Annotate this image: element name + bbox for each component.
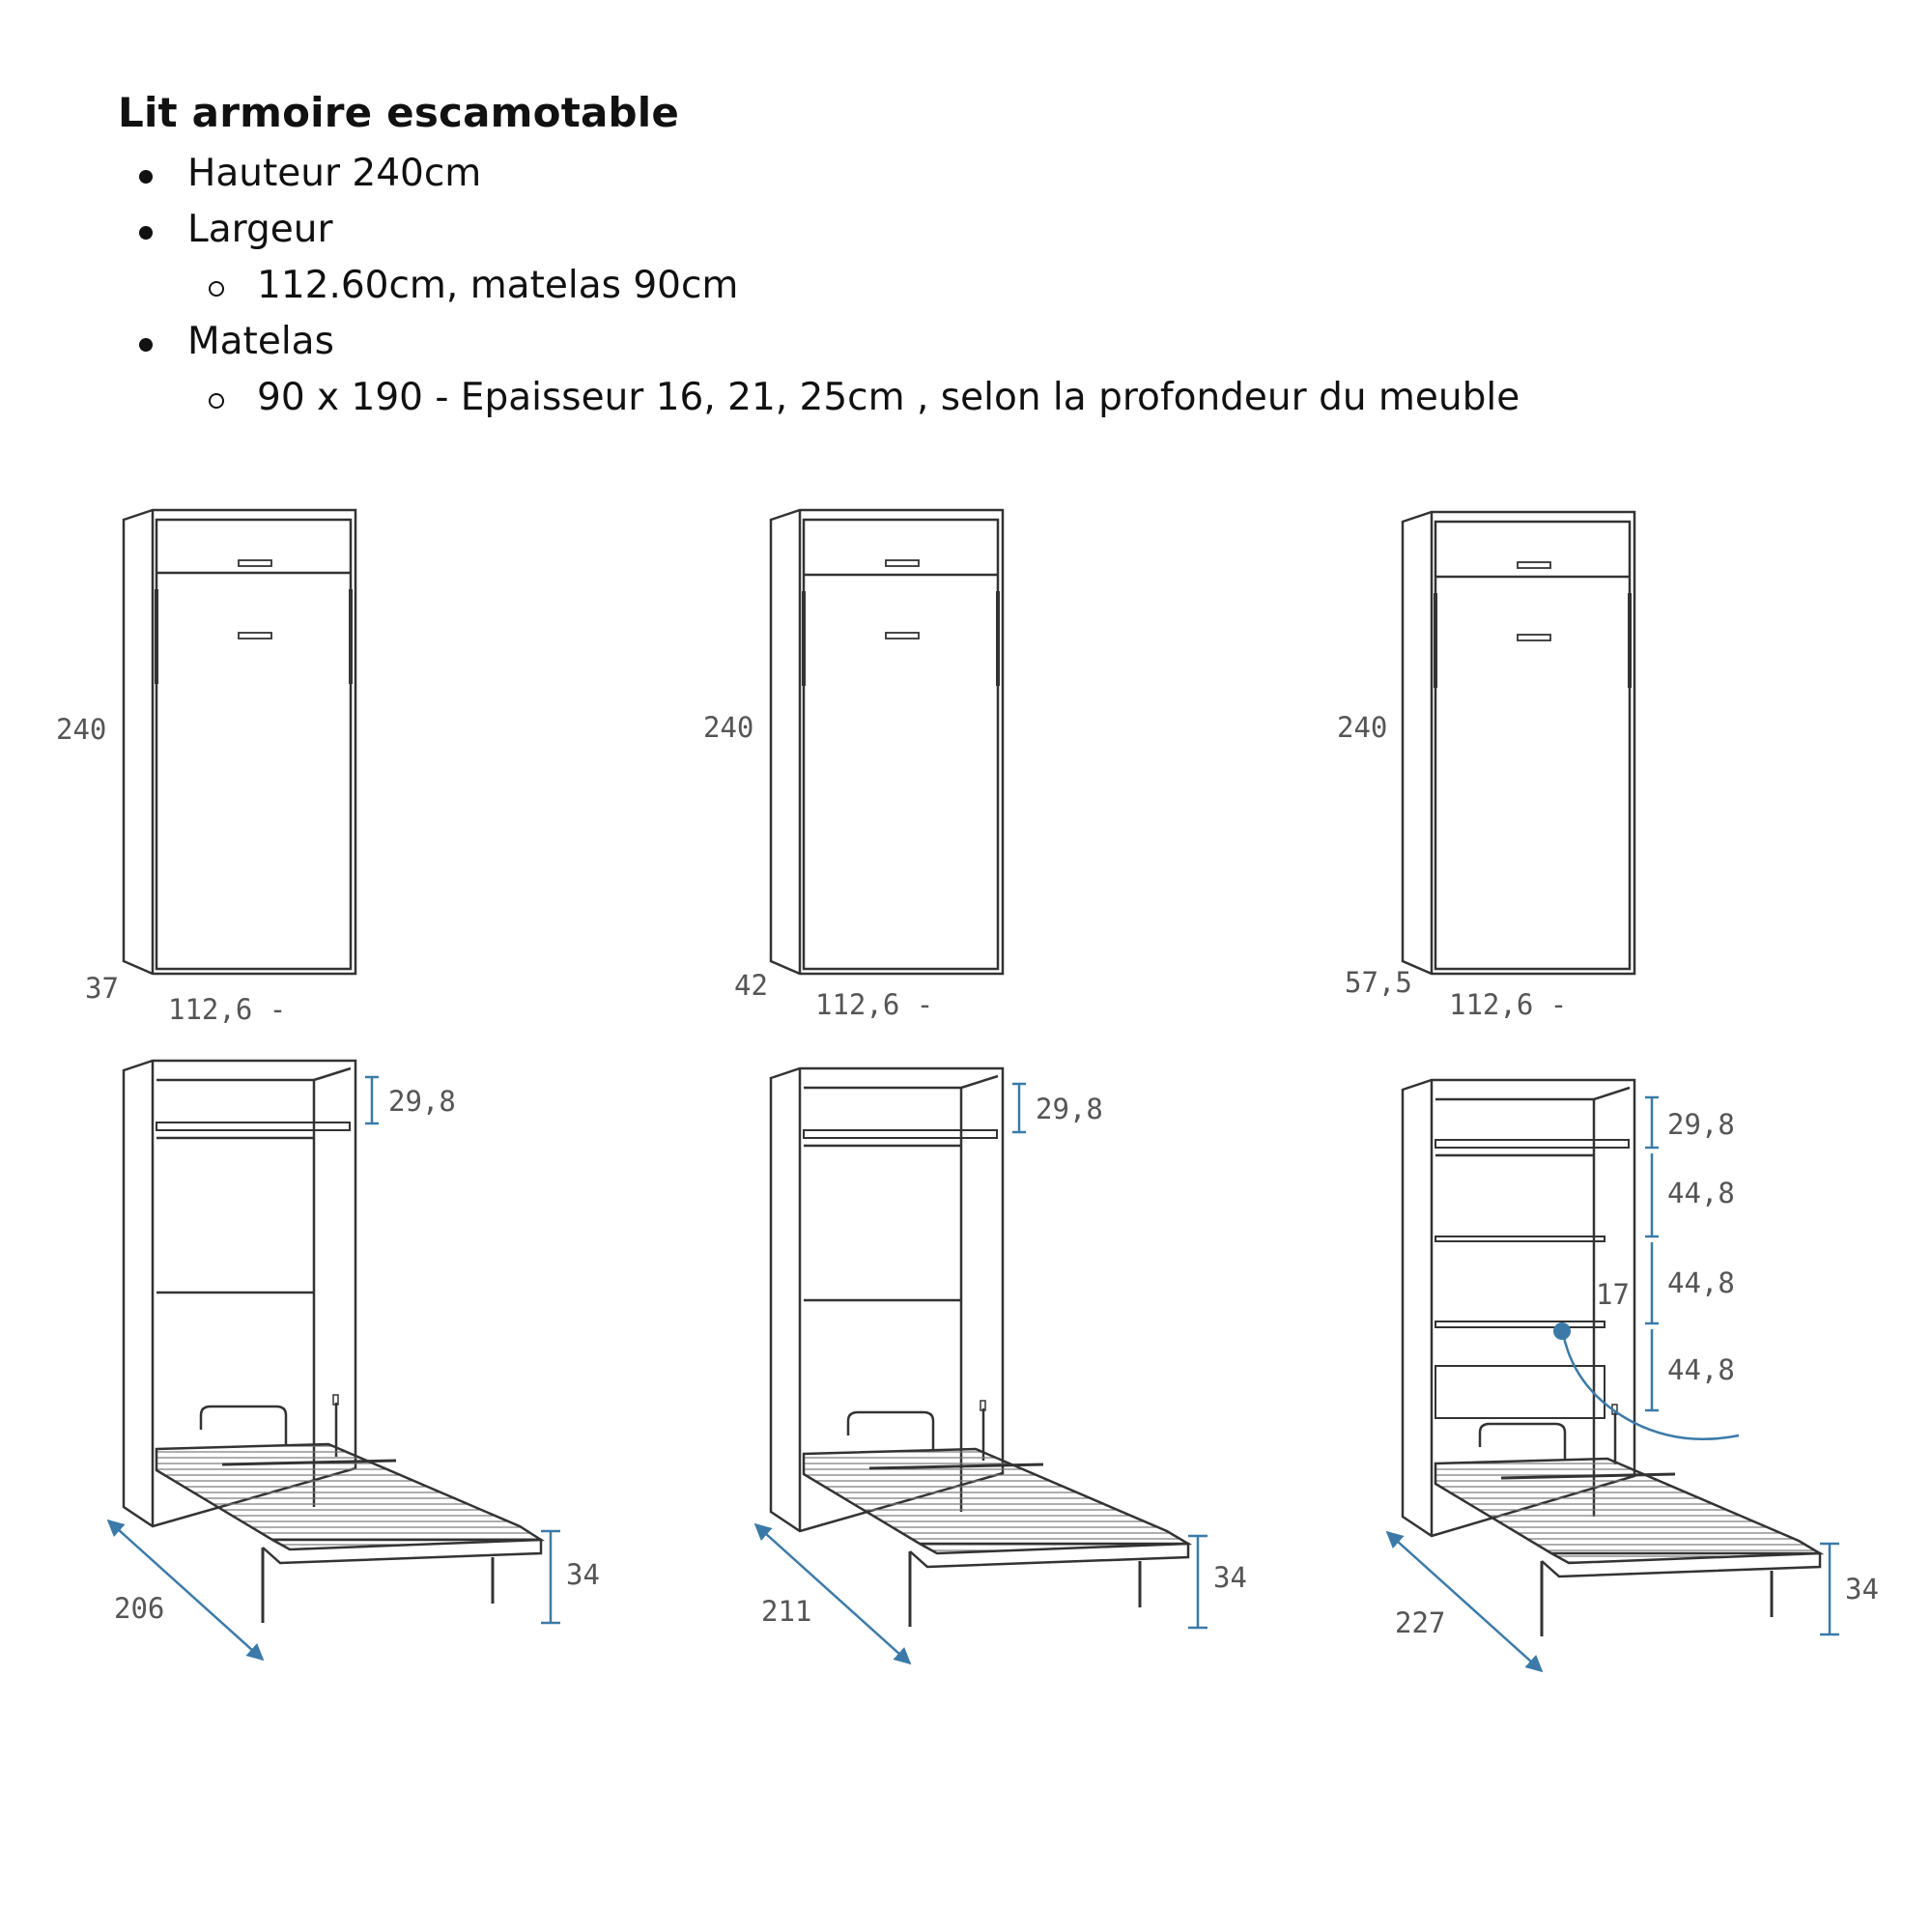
spec-mattress-detail: 90 x 190 - Epaisseur 16, 21, 25cm , selon la profondeur du meuble bbox=[118, 370, 1760, 426]
spec-width: Largeur bbox=[118, 202, 1760, 258]
closed-depth-label-2: 42 bbox=[734, 969, 768, 1002]
open-bed-height-label-3: 34 bbox=[1845, 1573, 1879, 1605]
spec-height: Hauteur 240cm bbox=[118, 146, 1760, 202]
closed-depth-label-3: 57,5 bbox=[1345, 966, 1412, 999]
open-shelf-pin-marker bbox=[1553, 1322, 1571, 1340]
closed-view-2 bbox=[771, 510, 1003, 974]
open-bed-2 bbox=[804, 1449, 1188, 1627]
page-title: Lit armoire escamotable bbox=[118, 89, 680, 136]
closed-view-1 bbox=[124, 510, 355, 974]
open-top-shelf-label-3: 29,8 bbox=[1667, 1108, 1735, 1141]
open-bed-3 bbox=[1435, 1459, 1820, 1636]
open-shelf-a-label-3: 44,8 bbox=[1667, 1177, 1735, 1209]
closed-width-label-3: 112,6 - bbox=[1449, 988, 1568, 1021]
spec-width-detail: 112.60cm, matelas 90cm bbox=[118, 258, 1760, 314]
spec-mattress: Matelas bbox=[118, 314, 1760, 370]
closed-height-label-3: 240 bbox=[1337, 711, 1388, 744]
closed-width-label-1: 112,6 - bbox=[168, 993, 287, 1026]
open-top-shelf-label-1: 29,8 bbox=[388, 1085, 456, 1118]
open-length-label-3: 227 bbox=[1395, 1606, 1446, 1639]
open-top-shelf-label-2: 29,8 bbox=[1036, 1093, 1103, 1125]
open-length-label-1: 206 bbox=[114, 1592, 165, 1625]
closed-depth-label-1: 37 bbox=[85, 972, 119, 1005]
open-bed-1 bbox=[156, 1444, 541, 1623]
open-bed-height-label-2: 34 bbox=[1213, 1561, 1247, 1594]
open-length-label-2: 211 bbox=[761, 1595, 812, 1628]
closed-view-3 bbox=[1403, 512, 1634, 974]
open-shelf-c-label-3: 44,8 bbox=[1667, 1353, 1735, 1386]
closed-height-label-2: 240 bbox=[703, 711, 754, 744]
open-bed-height-label-1: 34 bbox=[566, 1558, 600, 1591]
open-shelf-b-label-3: 44,8 bbox=[1667, 1266, 1735, 1299]
closed-width-label-2: 112,6 - bbox=[815, 988, 934, 1021]
closed-height-label-1: 240 bbox=[56, 713, 107, 746]
open-side-label-3: 17 bbox=[1596, 1278, 1630, 1311]
